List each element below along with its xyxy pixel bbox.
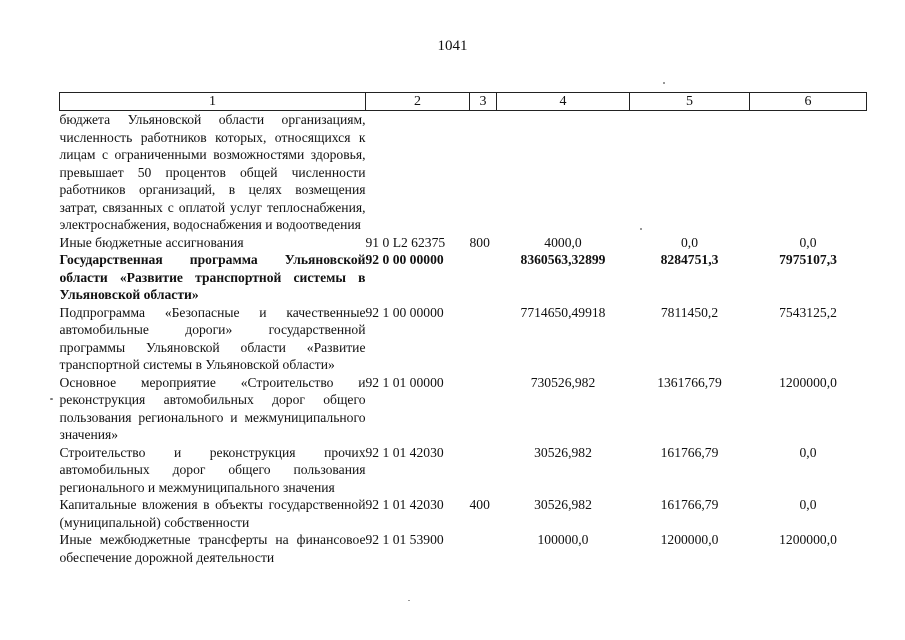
row-value-2021: 161766,79 (660, 497, 719, 512)
row-value-2021 (630, 111, 750, 234)
row-value-2022: 7543125,2 (779, 304, 837, 320)
row-value-2020: 8360563,32899 (520, 252, 606, 267)
row-name: Иные межбюджетные трансферты на финансовое обеспечение дорожной деятельности (59, 532, 366, 565)
row-value-2021: 1200000,0 (660, 532, 719, 547)
row-value-2022: 0,0 (799, 444, 817, 460)
row-value-2020: 100000,0 (537, 532, 589, 547)
scan-speck (640, 228, 642, 230)
scan-speck (50, 398, 53, 400)
header-col-5: 5 (630, 93, 750, 111)
scan-speck (408, 600, 410, 601)
row-code (366, 111, 470, 234)
row-value-2020: 730526,982 (530, 374, 596, 390)
row-value-2020: 30526,982 (534, 444, 592, 460)
header-col-1: 1 (60, 93, 366, 111)
row-value-2021: 7811450,2 (660, 304, 719, 320)
row-name: Капитальные вложения в объекты государственной (муниципальной) собственности (59, 497, 366, 530)
row-expense-type (470, 304, 497, 374)
row-code: 92 1 01 53900 (365, 532, 444, 547)
row-code: 92 0 00 00000 (365, 252, 444, 267)
row-value-2021: 161766,79 (660, 444, 719, 460)
row-value-2020 (497, 111, 630, 234)
table-row (60, 251, 867, 304)
row-name: бюджета Ульяновской области организациям, численность работников которых, относящихся к лицам с ограниченными возможностями здоровья, превышает 50 процентов общей численности работников организаций, в целях возмещения затрат, связанных с оплатой услуг теплоснабжения, электроснабжения, водоснабжения и водоотведения (59, 112, 366, 232)
scan-speck (663, 82, 665, 84)
table-row (60, 496, 867, 531)
row-expense-type (470, 531, 497, 566)
table-row (60, 111, 867, 234)
row-expense-type: 800 (469, 234, 490, 250)
row-value-2020: 30526,982 (534, 497, 592, 512)
row-name: Строительство и реконструкция прочих автомобильных дорог общего пользования регионального и межмуниципального значения (59, 444, 366, 495)
header-col-2: 2 (366, 93, 470, 111)
row-value-2020: 4000,0 (544, 234, 582, 250)
row-value-2021: 8284751,3 (660, 252, 719, 267)
row-value-2021: 0,0 (681, 234, 698, 250)
table-row (60, 444, 867, 497)
table-body (60, 111, 867, 567)
row-expense-type: 400 (469, 497, 490, 512)
row-name: Государственная программа Ульяновской области «Развитие транспортной системы в Ульяновской области» (59, 252, 366, 302)
row-code: 92 1 01 00000 (365, 374, 444, 390)
row-expense-type (470, 374, 497, 444)
row-name: Иные бюджетные ассигнования (59, 234, 244, 250)
row-value-2022 (750, 111, 867, 234)
row-name: Подпрограмма «Безопасные и качественные автомобильные дороги» государственной программы Ульяновской области «Развитие транспортной системы в Ульяновской области» (59, 304, 366, 372)
row-code: 92 1 01 42030 (365, 444, 444, 460)
row-value-2021: 1361766,79 (657, 374, 722, 390)
row-value-2022: 1200000,0 (779, 532, 837, 547)
table-row (60, 531, 867, 566)
row-value-2022: 0,0 (799, 234, 817, 250)
header-row (60, 93, 867, 111)
row-value-2020: 7714650,49918 (520, 304, 606, 320)
row-expense-type (470, 444, 497, 497)
header-col-6: 6 (750, 93, 867, 111)
row-code: 92 1 00 00000 (365, 304, 444, 320)
page-number: 1041 (437, 38, 468, 54)
row-expense-type (470, 251, 497, 304)
header-col-4: 4 (497, 93, 630, 111)
row-expense-type (470, 111, 497, 234)
budget-table (59, 92, 867, 566)
table-row (60, 234, 867, 252)
row-name: Основное мероприятие «Строительство и реконструкция автомобильных дорог общего пользования регионального и межмуниципального значения» (59, 374, 366, 442)
row-code: 91 0 L2 62375 (365, 234, 446, 250)
header-col-3: 3 (470, 93, 497, 111)
table-row (60, 304, 867, 374)
table-row (60, 374, 867, 444)
row-value-2022: 0,0 (799, 497, 817, 512)
row-value-2022: 7975107,3 (779, 252, 837, 267)
row-value-2022: 1200000,0 (779, 374, 837, 390)
row-code: 92 1 01 42030 (365, 497, 444, 512)
